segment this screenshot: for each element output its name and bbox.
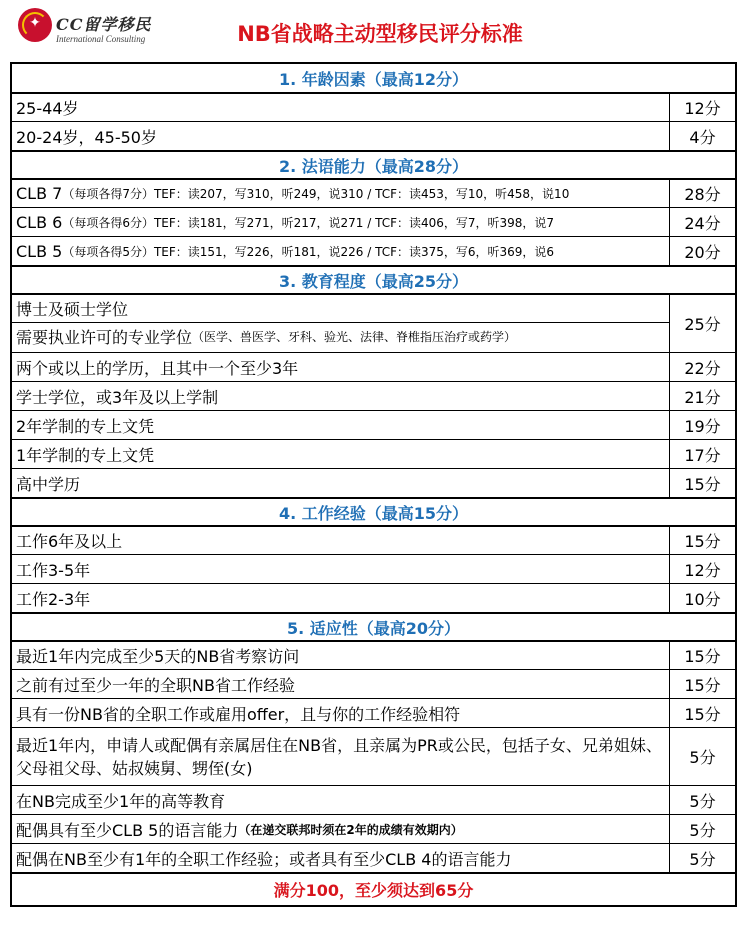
row-label-group — [12, 295, 669, 352]
total-score-note: 满分100，至少须达到65分 — [12, 872, 735, 905]
table-row — [12, 525, 735, 554]
header — [0, 0, 750, 62]
row-score: 15分 — [669, 670, 735, 698]
row-label: 两个或以上的学历，且其中一个至少3年 — [16, 358, 299, 378]
row-label-note: （在递交联邦时须在2年的成绩有效期内） — [238, 822, 463, 837]
table-row — [12, 178, 735, 207]
table-row — [12, 92, 735, 121]
clb-level: CLB 6 — [16, 212, 63, 232]
row-score: 4分 — [669, 122, 735, 150]
row-label: 高中学历 — [16, 474, 81, 494]
row-score: 5分 — [669, 815, 735, 843]
table-row — [12, 843, 735, 872]
row-label — [12, 322, 669, 350]
table-row — [12, 352, 735, 381]
row-label: 最近1年内完成至少5天的NB省考察访问 — [16, 647, 300, 666]
row-label-note: （医学、兽医学、牙科、验光、法律、脊椎指压治疗或药学） — [192, 330, 517, 344]
row-score: 21分 — [669, 382, 735, 410]
table-row — [12, 468, 735, 497]
row-score: 10分 — [669, 584, 735, 612]
clb-note: （每项各得7分）TEF：读207，写310，听249，说310 / TCF：读453，写10，听458，说10 — [62, 187, 570, 201]
row-label: 最近1年内，申请人或配偶有亲属居住在NB省，且亲属为PR或公民，包括子女、兄弟姐妹、父母祖父母、姑叔姨舅、甥侄(女) — [16, 735, 662, 778]
table-row — [12, 640, 735, 669]
row-score: 15分 — [669, 527, 735, 554]
table-row — [12, 669, 735, 698]
row-label: 2年学制的专上文凭 — [16, 416, 155, 436]
page-title: NB省战略主动型移民评分标准 — [237, 22, 523, 46]
row-score: 15分 — [669, 642, 735, 669]
row-score: 5分 — [669, 786, 735, 814]
row-label: 工作6年及以上 — [16, 532, 123, 551]
row-score: 5分 — [669, 728, 735, 785]
section-heading-french: 2. 法语能力（最高28分） — [12, 150, 735, 178]
row-score: 24分 — [669, 208, 735, 236]
row-score: 22分 — [669, 353, 735, 381]
clb-level: CLB 5 — [16, 241, 63, 261]
section-heading-age: 1. 年龄因素（最高12分） — [12, 64, 735, 92]
section-heading-education: 3. 教育程度（最高25分） — [12, 265, 735, 293]
maple-leaf-icon: ✦ — [18, 8, 52, 42]
table-row — [12, 698, 735, 727]
row-score: 12分 — [669, 555, 735, 583]
table-row — [12, 583, 735, 612]
row-score: 25分 — [669, 295, 735, 352]
table-row — [12, 727, 735, 785]
row-label: 25-44岁 — [16, 99, 79, 118]
table-row — [12, 439, 735, 468]
row-score: 17分 — [669, 440, 735, 468]
row-label: 配偶在NB至少有1年的全职工作经验；或者具有至少CLB 4的语言能力 — [16, 849, 512, 869]
section-heading-adaptability: 5. 适应性（最高20分） — [12, 612, 735, 640]
row-score: 20分 — [669, 237, 735, 265]
table-row — [12, 381, 735, 410]
row-label: 在NB完成至少1年的高等教育 — [16, 791, 226, 811]
logo-tagline: International Consulting — [56, 34, 146, 44]
row-score: 15分 — [669, 469, 735, 497]
clb-note: （每项各得5分）TEF：读151，写226，听181，说226 / TCF：读375，写6，听369，说6 — [62, 244, 555, 259]
clb-level: CLB 7 — [16, 184, 63, 203]
table-row — [12, 207, 735, 236]
row-label: 之前有过至少一年的全职NB省工作经验 — [16, 675, 295, 695]
row-score: 12分 — [669, 94, 735, 121]
row-label: 具有一份NB省的全职工作或雇用offer，且与你的工作经验相符 — [16, 704, 461, 724]
table-row-merged — [12, 293, 735, 352]
logo-brand: CC留学移民 — [56, 15, 152, 34]
table-row — [12, 785, 735, 814]
score-table — [10, 62, 737, 907]
table-row — [12, 236, 735, 265]
row-label: 1年学制的专上文凭 — [16, 445, 155, 465]
row-label — [12, 237, 669, 265]
table-row — [12, 410, 735, 439]
row-label-main: 配偶具有至少CLB 5的语言能力 — [16, 820, 239, 840]
row-score: 19分 — [669, 411, 735, 439]
row-label — [12, 815, 669, 843]
section-heading-work: 4. 工作经验（最高15分） — [12, 497, 735, 525]
row-label — [12, 208, 669, 236]
row-score: 28分 — [669, 180, 735, 207]
clb-note: （每项各得6分）TEF：读181，写271，听217，说271 / TCF：读406，写7，听398，说7 — [62, 215, 555, 230]
table-row — [12, 121, 735, 150]
row-label: 博士及硕士学位 — [16, 300, 129, 319]
row-score: 5分 — [669, 844, 735, 872]
row-label: 工作2-3年 — [16, 589, 91, 609]
row-score: 15分 — [669, 699, 735, 727]
row-label: 20-24岁，45-50岁 — [16, 127, 157, 147]
table-row — [12, 814, 735, 843]
table-row — [12, 554, 735, 583]
row-label: 工作3-5年 — [16, 560, 91, 580]
row-label-main: 需要执业许可的专业学位 — [16, 328, 193, 347]
row-label — [12, 180, 669, 207]
row-label: 学士学位，或3年及以上学制 — [16, 387, 219, 407]
